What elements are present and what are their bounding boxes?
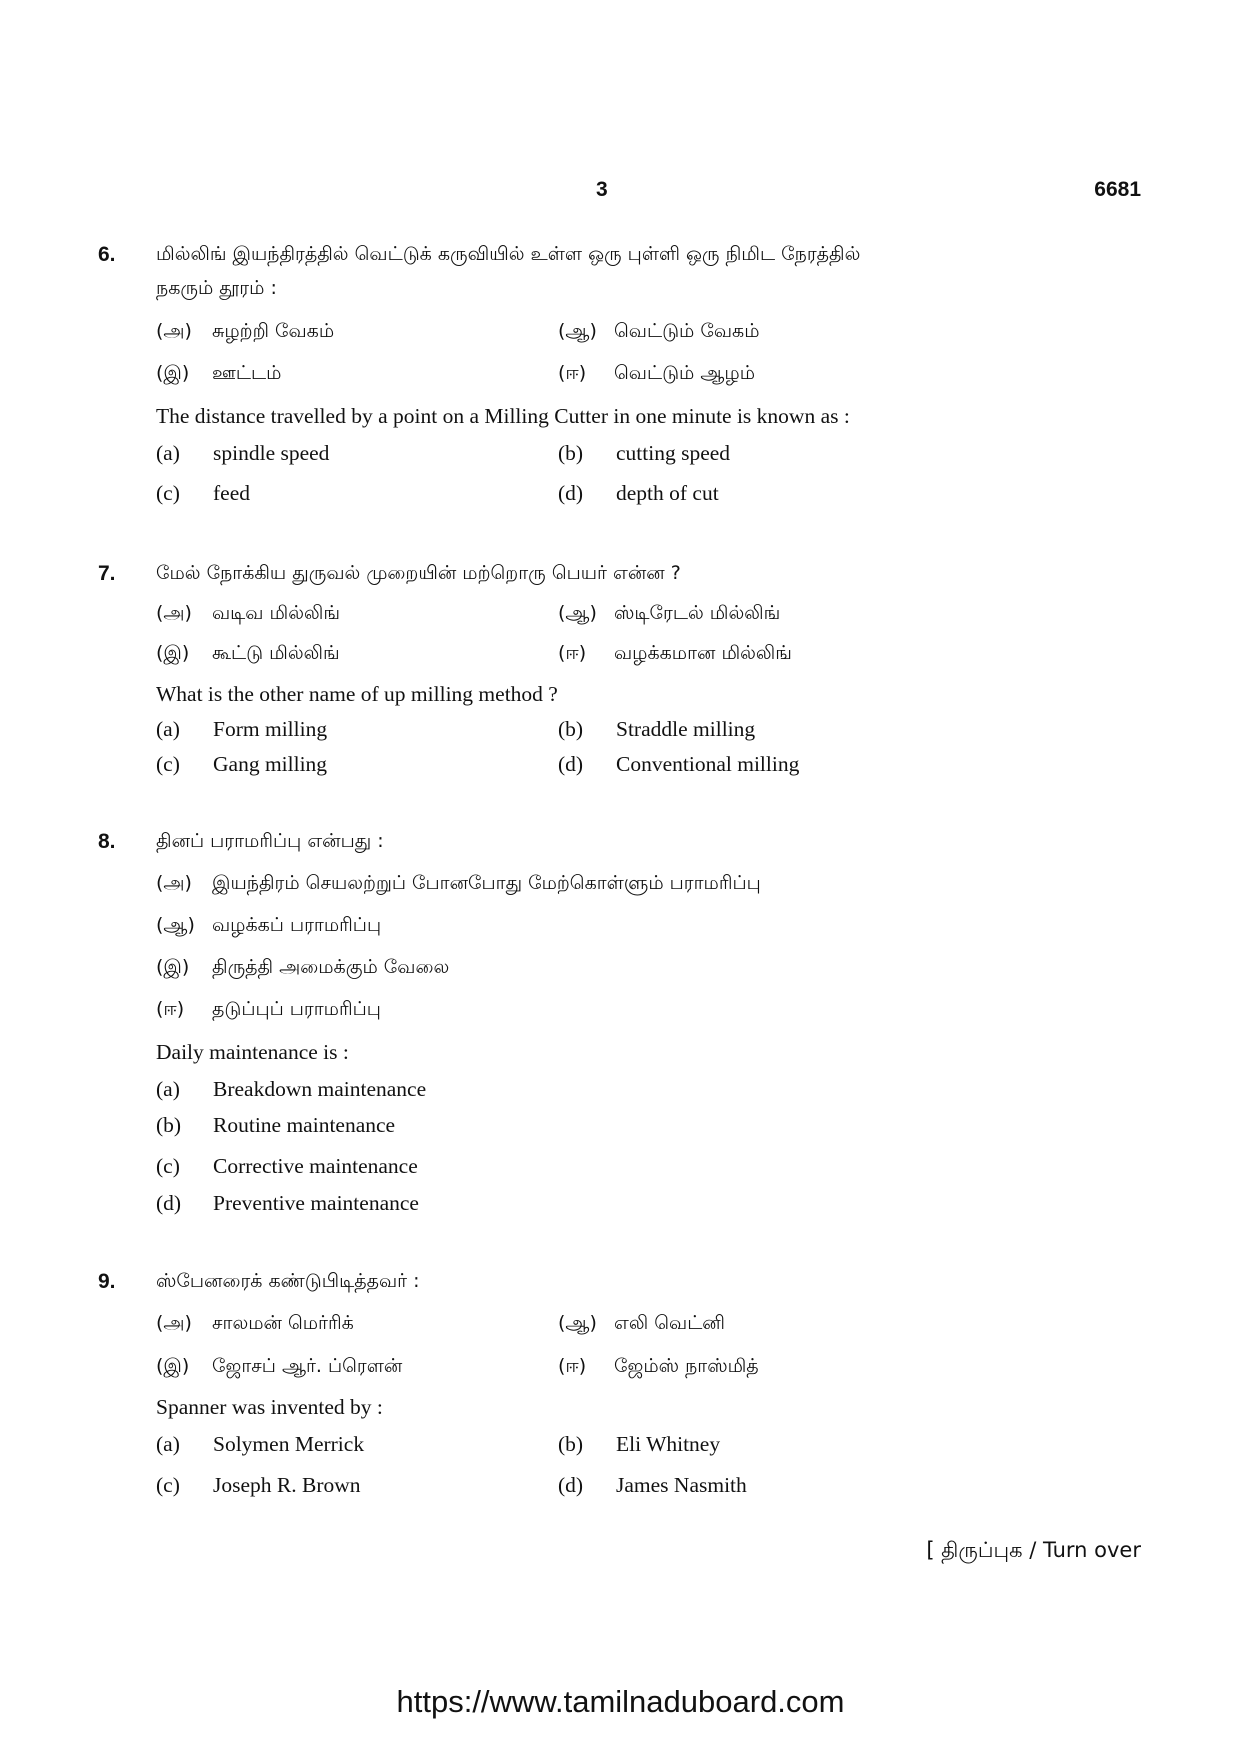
paper-code: 6681 xyxy=(1094,178,1141,201)
question-number: 9. xyxy=(98,1270,116,1293)
question-number: 6. xyxy=(98,243,116,266)
question-tamil-stem-cont: நகரும் தூரம் : xyxy=(156,277,277,299)
question-number: 7. xyxy=(98,562,116,585)
question-english-stem: What is the other name of up milling method ? xyxy=(156,682,558,706)
question-english-stem: Daily maintenance is : xyxy=(156,1040,349,1064)
question-tamil-stem: ஸ்பேனரைக் கண்டுபிடித்தவர் : xyxy=(156,1270,420,1292)
exam-page: 3 6681 6. மில்லிங் இயந்திரத்தில் வெட்டுக் கருவியில் உள்ள ஒரு புள்ளி ஒரு நிமிட நேரத்தில் நகரும் தூரம் : (அ) சுழற்றி வேகம் (ஆ) வெட்டும் வேகம் (இ) ஊட்டம் (ஈ) வெட்டும் ஆழம் The distance travelled by a point on a Milling Cutter in one minute is known as : (a) spindle speed (b) cutting speed (c) feed (d) depth of cut 7. மேல் நோக்கிய துருவல் முறையின் மற்றொரு பெயர் என்ன ? (அ) வடிவ மில்லிங் (ஆ) ஸ்டிரேடல் மில்லிங் (இ) கூட்டு மில்லிங் (ஈ) வழக்கமான மில்லிங் What is the other name of up milling method ? (a) Form milling (b) Straddle milling (c) Gang milling (d) Conventional milling 8. தினப் பராமரிப்பு என்பது : (அ) இயந்திரம் செயலற்றுப் போனபோது மேற்கொள்ளும் பராமரிப்பு (ஆ) வழக்கப் பராமரிப்பு (இ) திருத்தி அமைக்கும் வேலை (ஈ) தடுப்புப் பராமரிப்பு Daily maintenance is : (a) Breakdown maintenance (b) Routine maintenance (c) Corrective maintenance (d) Preventive maintenance 9. ஸ்பேனரைக் கண்டுபிடித்தவர் : (அ) சாலமன் மெர்ரிக் (ஆ) எலி வெட்னி (இ) ஜோசப் ஆர். ப்ரௌன் (ஈ) ஜேம்ஸ் நாஸ்மித் Spanner was invented by : (a) Solymen Merrick (b) Eli Whitney (c) Joseph R. Brown (d) James Nasmith [ திருப்புக / Turn over https://www.tamilnaduboard.com xyxy=(0,0,1241,1754)
question-tamil-stem: மில்லிங் இயந்திரத்தில் வெட்டுக் கருவியில் உள்ள ஒரு புள்ளி ஒரு நிமிட நேரத்தில் xyxy=(156,243,861,265)
question-english-stem: The distance travelled by a point on a Milling Cutter in one minute is known as : xyxy=(156,404,850,428)
question-tamil-stem: தினப் பராமரிப்பு என்பது : xyxy=(156,830,384,852)
footer-url[interactable]: https://www.tamilnaduboard.com xyxy=(396,1684,845,1719)
question-tamil-stem: மேல் நோக்கிய துருவல் முறையின் மற்றொரு பெயர் என்ன ? xyxy=(156,562,681,584)
question-english-stem: Spanner was invented by : xyxy=(156,1395,383,1419)
turn-over-note: [ திருப்புக / Turn over xyxy=(926,1538,1141,1562)
question-number: 8. xyxy=(98,830,116,853)
page-number: 3 xyxy=(596,178,608,201)
